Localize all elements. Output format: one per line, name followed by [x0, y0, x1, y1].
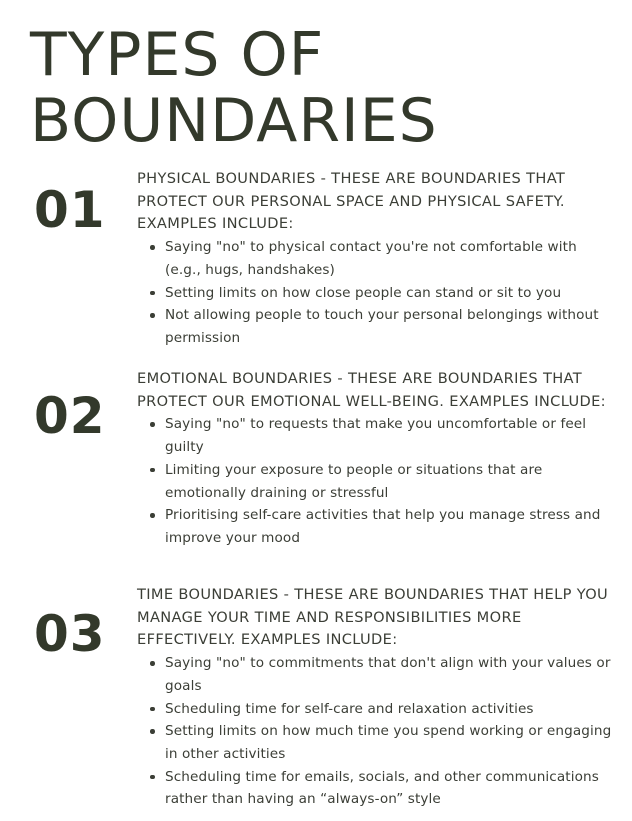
section-heading: PHYSICAL BOUNDARIES - THESE ARE BOUNDARIES THAT PROTECT OUR PERSONAL SPACE AND PHYSICAL SAFETY. EXAMPLES INCLUDE:	[137, 170, 566, 233]
list-item: Scheduling time for emails, socials, and other communications rather than having an “always-on” style	[165, 766, 617, 811]
example-list	[137, 413, 617, 549]
list-item: Prioritising self-care activities that help you manage stress and improve your mood	[165, 504, 617, 549]
list-item: Saying "no" to requests that make you uncomfortable or feel guilty	[165, 413, 617, 458]
list-item: Saying "no" to commitments that don't align with your values or goals	[165, 652, 617, 697]
list-item: Not allowing people to touch your personal belongings without permission	[165, 304, 617, 349]
page-title-line-2: BOUNDARIES	[30, 86, 438, 156]
section-number: 02	[34, 387, 106, 445]
section-body	[137, 168, 617, 350]
example-list	[137, 652, 617, 811]
page-title	[30, 22, 438, 154]
list-item: Saying "no" to physical contact you're not comfortable with (e.g., hugs, handshakes)	[165, 236, 617, 281]
section-heading: TIME BOUNDARIES - THESE ARE BOUNDARIES THAT HELP YOU MANAGE YOUR TIME AND RESPONSIBILITIES MORE EFFECTIVELY. EXAMPLES INCLUDE:	[137, 586, 609, 649]
list-item: Setting limits on how close people can stand or sit to you	[165, 282, 617, 305]
page-title-line-1: TYPES OF	[30, 20, 325, 90]
section-body	[137, 584, 617, 811]
list-item: Scheduling time for self-care and relaxation activities	[165, 698, 617, 721]
list-item: Limiting your exposure to people or situations that are emotionally draining or stressful	[165, 459, 617, 504]
section-body	[137, 368, 617, 550]
section-number: 03	[34, 605, 106, 663]
list-item: Setting limits on how much time you spend working or engaging in other activities	[165, 720, 617, 765]
section-heading: EMOTIONAL BOUNDARIES - THESE ARE BOUNDARIES THAT PROTECT OUR EMOTIONAL WELL-BEING. EXAMPLES INCLUDE:	[137, 370, 606, 410]
section-number: 01	[34, 181, 106, 239]
example-list	[137, 236, 617, 350]
